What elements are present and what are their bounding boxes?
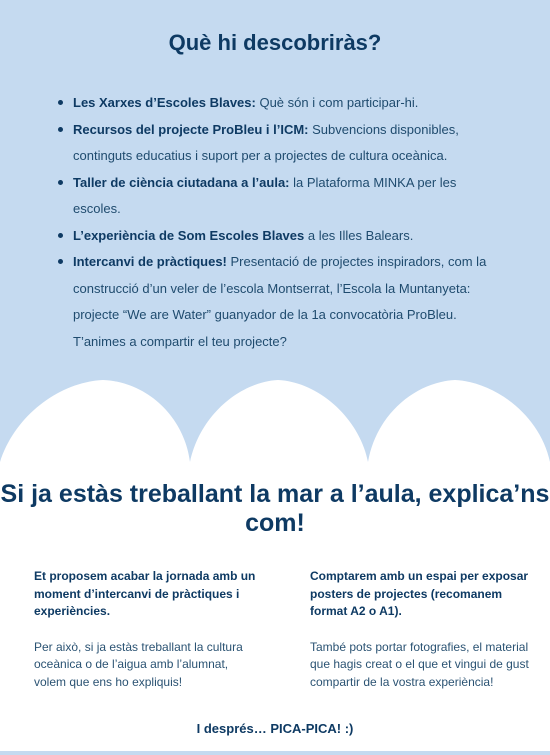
- right-lead-text: Comptarem amb un espai per exposar posters de projectes (recomanem format A2 o A1).: [310, 569, 529, 618]
- list-item-text: Subvencions disponibles, continguts educatius i suport per a projectes de cultura oceànica.: [73, 121, 459, 163]
- list-item-bold: Intercanvi de pràctiques!: [73, 254, 227, 269]
- share-title: Si ja estàs treballant la mar a l’aula, explica’ns com!: [0, 480, 550, 537]
- list-item: [58, 117, 498, 170]
- list-item: [58, 90, 498, 117]
- list-item-text: Presentació de projectes inspiradors, com la construcció d’un veler de l’escola Montserrat, l’Escola la Muntanyeta: projecte “We are Water” guanyador de la 1a convocatòria ProBleu. T’animes a compartir el teu projecte?: [73, 254, 487, 349]
- left-body-text: Per això, si ja estàs treballant la cultura oceànica o de l’aigua amb l’alumnat, volem que ens ho expliquis!: [34, 639, 243, 689]
- list-item-text: Què són i com participar-hi.: [255, 95, 419, 110]
- list-item-text: la Plataforma MINKA per les escoles.: [73, 174, 457, 216]
- bottom-divider: [0, 751, 550, 755]
- list-item-bold: L’experiència de Som Escoles Blaves: [73, 227, 305, 243]
- list-item: [58, 223, 498, 250]
- right-body-text: També pots portar fotografies, el material que hagis creat o el que et vingui de gust compartir de la vostra experiència!: [310, 639, 529, 689]
- closing-text: I després… PICA-PICA! :): [196, 721, 354, 736]
- share-right-column: [310, 568, 532, 691]
- discover-list: [58, 90, 498, 355]
- wave-divider: [0, 370, 550, 470]
- list-item-bold: Taller de ciència ciutadana a l’aula:: [73, 174, 290, 190]
- share-left-column: [34, 568, 256, 691]
- list-item: [58, 170, 498, 223]
- list-item: [58, 249, 498, 355]
- left-lead-text: Et proposem acabar la jornada amb un moment d’intercanvi de pràctiques i experiències.: [34, 569, 256, 618]
- list-item-bold: Les Xarxes d’Escoles Blaves:: [73, 95, 256, 110]
- list-item-bold: Recursos del projecte ProBleu i l’ICM:: [73, 121, 309, 137]
- list-item-text: a les Illes Balears.: [304, 227, 414, 243]
- discover-title: Què hi descobriràs?: [168, 30, 382, 55]
